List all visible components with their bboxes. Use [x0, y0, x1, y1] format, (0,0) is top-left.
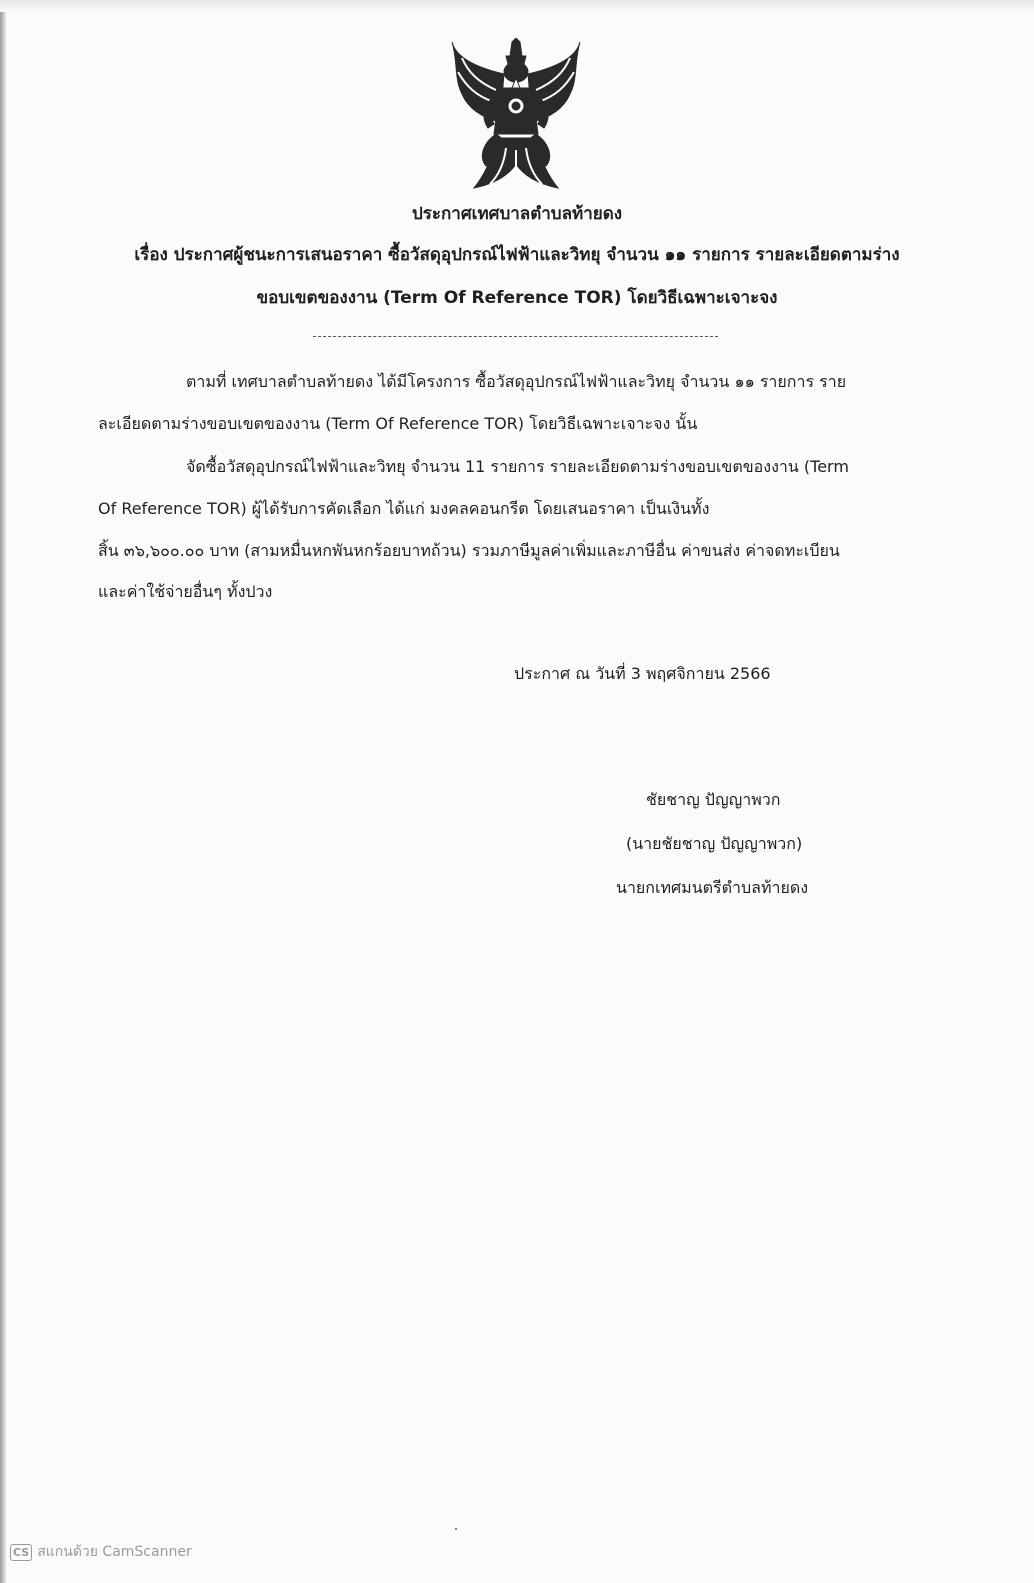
separator-line	[313, 336, 718, 337]
announcement-title: ประกาศเทศบาลตำบลท้ายดง	[411, 204, 623, 224]
paragraph-2-line-4: และค่าใช้จ่ายอื่นๆ ทั้งปวง	[98, 582, 273, 601]
paragraph-1-line-2: ละเอียดตามร่างขอบเขตของงาน (Term Of Reference TOR) โดยวิธีเฉพาะเจาะจง นั้น	[98, 414, 698, 433]
paragraph-1-line-1: ตามที่ เทศบาลตำบลท้ายดง ได้มีโครงการ ซื้อวัสดุอุปกรณ์ไฟฟ้าและวิทยุ จำนวน ๑๑ รายการ ราย	[186, 372, 847, 391]
subject-line-1: เรื่อง ประกาศผู้ชนะการเสนอราคา ซื้อวัสดุอุปกรณ์ไฟฟ้าและวิทยุ จำนวน ๑๑ รายการ รายละเอียดตามร่าง	[134, 245, 900, 265]
announce-date: ประกาศ ณ วันที่ 3 พฤศจิกายน 2566	[514, 664, 771, 683]
camscanner-text: สแกนด้วย CamScanner	[37, 1544, 192, 1560]
paragraph-2-line-2: Of Reference TOR) ผู้ได้รับการคัดเลือก ได้แก่ มงคลคอนกรีต โดยเสนอราคา เป็นเงินทั้ง	[98, 499, 710, 518]
subject-line-2: ขอบเขตของงาน (Term Of Reference TOR) โดยวิธีเฉพาะเจาะจง	[256, 288, 778, 308]
paragraph-2-line-1: จัดซื้อวัสดุอุปกรณ์ไฟฟ้าและวิทยุ จำนวน 11 รายการ รายละเอียดตามร่างขอบเขตของงาน (Term	[186, 457, 849, 476]
scan-speck	[455, 1528, 457, 1530]
paragraph-2-line-3: สิ้น ๓๖,๖๐๐.๐๐ บาท (สามหมื่นหกพันหกร้อยบาทถ้วน) รวมภาษีมูลค่าเพิ่มและภาษีอื่น ค่าขนส่ง ค่าจดทะเบียน	[98, 541, 840, 560]
scan-edge-shadow	[0, 0, 6, 1583]
scan-top-bleed	[0, 0, 1034, 12]
camscanner-logo-icon: CS	[10, 1544, 32, 1561]
signer-position: นายกเทศมนตรีตำบลท้ายดง	[616, 878, 809, 897]
camscanner-watermark	[10, 1541, 192, 1563]
signer-name: (นายชัยชาญ ปัญญาพวก)	[626, 834, 803, 853]
signature: ชัยชาญ ปัญญาพวก	[646, 790, 781, 809]
garuda-emblem-icon	[448, 38, 584, 194]
